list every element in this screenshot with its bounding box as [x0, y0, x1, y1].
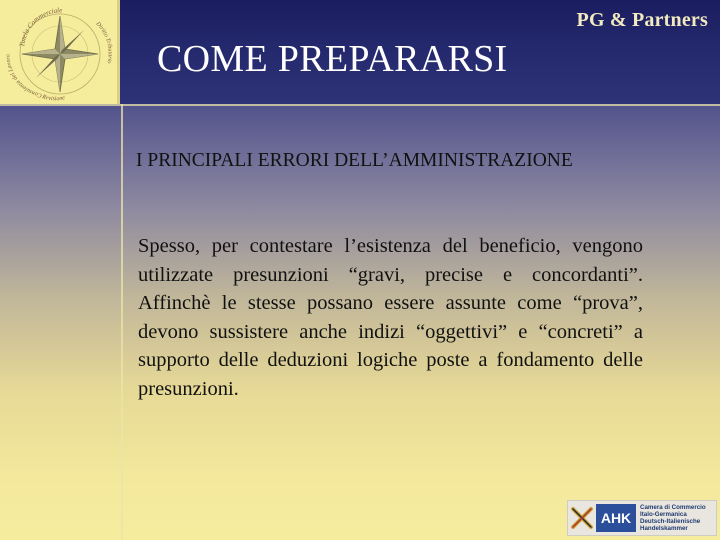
logo-text-top: Tutela Commerciale	[18, 6, 63, 48]
ahk-text	[640, 504, 706, 532]
logo-text-right: Diritto Tributario	[94, 21, 113, 64]
logo-text-left: Consulenza del Lavoro	[5, 54, 43, 98]
firm-name: PG & Partners	[576, 9, 708, 31]
slide-title: COME PREPARARSI	[157, 38, 508, 80]
svg-text:Tutela Commerciale	[18, 6, 62, 47]
ahk-badge	[567, 500, 717, 536]
compass-logo-icon	[2, 2, 116, 102]
ahk-line: Camera di Commercio	[640, 504, 706, 511]
ahk-emblem-icon	[570, 501, 594, 535]
svg-text:Diritto Tributario	[94, 20, 113, 64]
ahk-line: Handelskammer	[640, 525, 688, 532]
section-heading: I PRINCIPALI ERRORI DELL’AMMINISTRAZIONE	[136, 150, 573, 171]
header-divider	[0, 104, 720, 106]
logo-text-bottom: Revisione	[41, 94, 66, 102]
ahk-line: Deutsch-Italienische	[640, 518, 701, 525]
ahk-acronym: AHK	[596, 504, 636, 532]
firm-logo	[0, 0, 120, 104]
side-divider	[121, 104, 123, 540]
body-paragraph: Spesso, per contestare l’esistenza del beneficio, vengono utilizzate presunzioni “gravi, precise e concordanti”. Affinchè le stesse possano essere assunte come “prova”, devono sussistere anche indizi “oggettivi” e “concreti” a supporto delle deduzioni logiche poste a fondamento delle presunzioni.	[138, 235, 643, 400]
ahk-line: Italo-Germanica	[640, 511, 687, 518]
svg-text:Revisione	[40, 94, 65, 102]
svg-text:Consulenza del Lavoro	[5, 54, 42, 98]
